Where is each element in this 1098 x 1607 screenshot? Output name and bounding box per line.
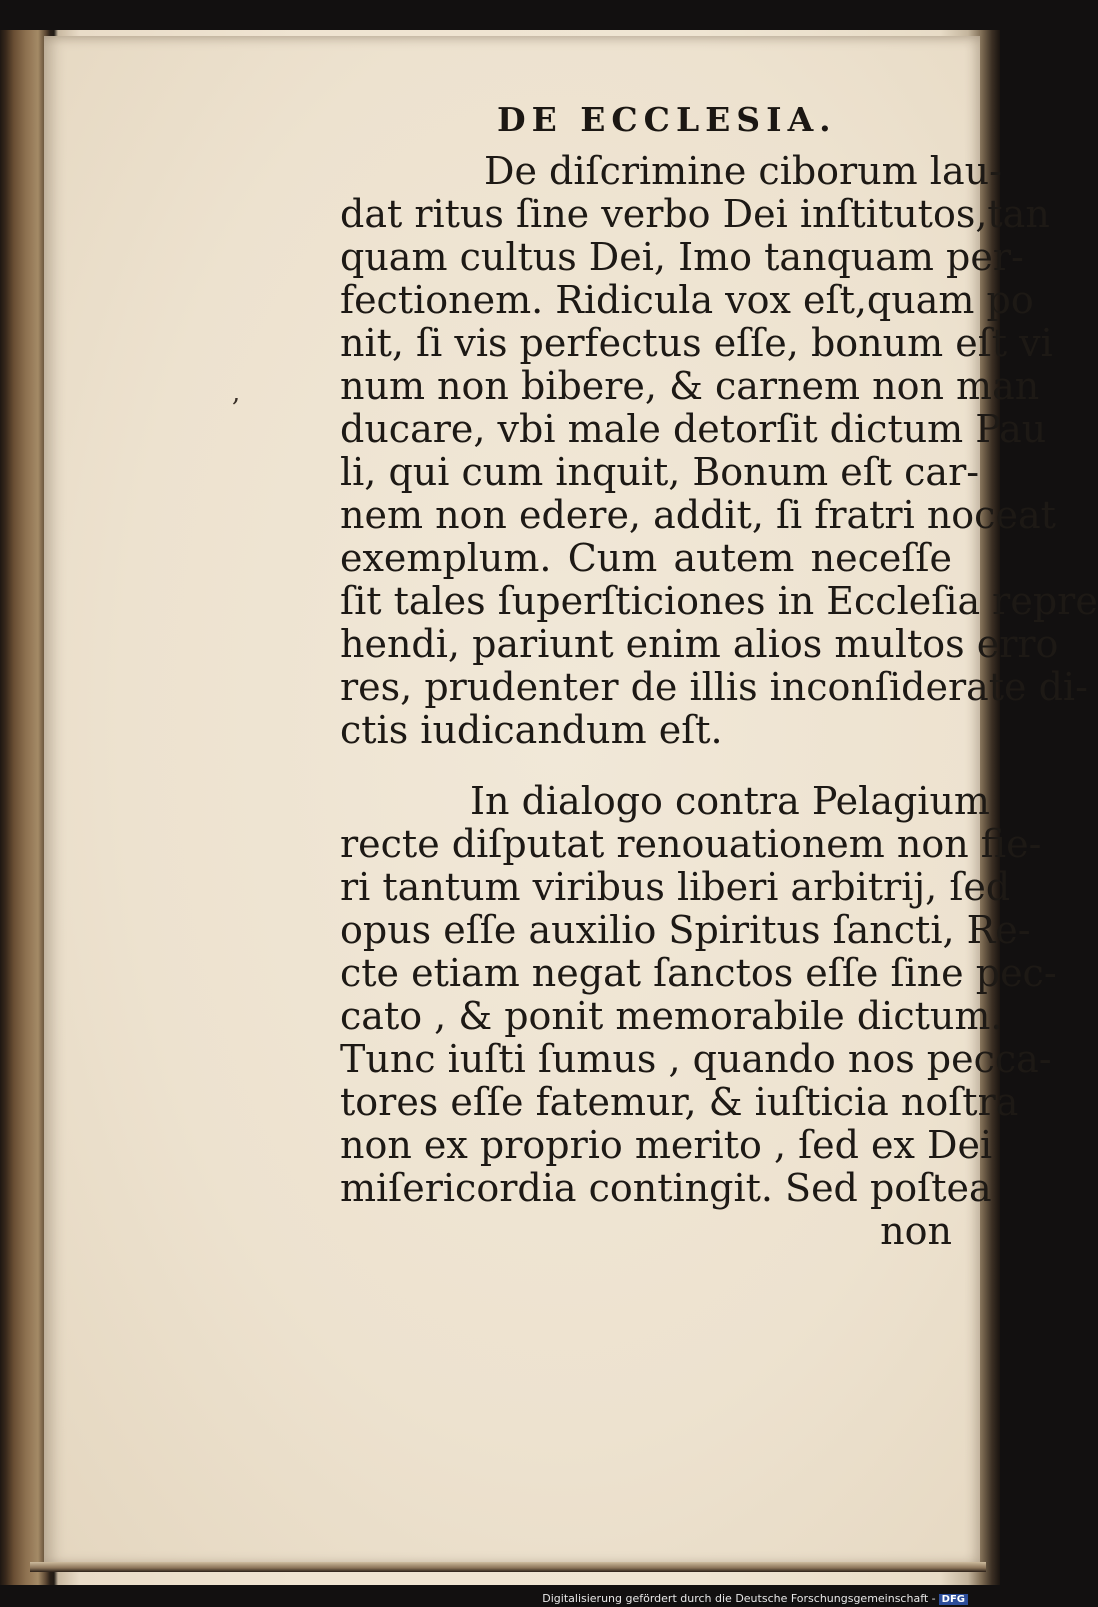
paragraph-1 — [340, 149, 1098, 752]
text-line: nem non edere, addit, ſi fratri noceat — [340, 493, 1056, 537]
text-line: recte diſputat renouationem non fie- — [340, 822, 1042, 866]
dfg-logo: DFG — [939, 1594, 968, 1605]
text-line: exemplum. Cum autem neceſſe — [340, 536, 952, 580]
page-edge — [30, 1562, 986, 1572]
text-line: ctis iudicandum eſt. — [340, 708, 723, 752]
text-line: non ex proprio merito , ſed ex Dei — [340, 1123, 993, 1167]
text-line: De diſcrimine ciborum lau- — [484, 149, 1002, 193]
text-line: nit, ſi vis perfectus eſſe, bonum eſt vi — [340, 321, 1053, 365]
text-line: cte etiam negat ſanctos eſſe ſine pec- — [340, 951, 1057, 995]
running-header: DE ECCLESIA. — [497, 100, 837, 139]
margin-mark: , — [232, 378, 241, 408]
text-line: hendi, pariunt enim alios multos erro — [340, 622, 1059, 666]
text-line: res, prudenter de illis inconſiderate di- — [340, 665, 1088, 709]
text-line: num non bibere, & carnem non man — [340, 364, 1040, 408]
text-line: Tunc iuſti ſumus , quando nos pecca- — [340, 1037, 1052, 1081]
text-line: quam cultus Dei, Imo tanquam per- — [340, 235, 1024, 279]
text-line: cato , & ponit memorabile dictum. — [340, 994, 1003, 1038]
text-line: miſericordia contingit. Sed poſtea — [340, 1166, 992, 1210]
footer-text: Digitalisierung gefördert durch die Deutsche Forschungsgemeinschaft - — [542, 1592, 936, 1605]
text-line: li, qui cum inquit, Bonum eſt car- — [340, 450, 980, 494]
text-line: tores eſſe fatemur, & iuſticia noſtra — [340, 1080, 1019, 1124]
text-line: ri tantum viribus liberi arbitrij, ſed — [340, 865, 1011, 909]
digitization-footer — [542, 1592, 968, 1605]
text-line: dat ritus ſine verbo Dei inſtitutos,tan — [340, 192, 1050, 236]
paragraph-2 — [340, 779, 1057, 1253]
text-line: ſit tales ſuperſticiones in Eccleſia repre — [340, 579, 1098, 623]
text-line: fectionem. Ridicula vox eſt,quam po — [340, 278, 1034, 322]
text-line: opus eſſe auxilio Spiritus ſancti, Re- — [340, 908, 1031, 952]
text-line: ducare, vbi male detorſit dictum Pau — [340, 407, 1047, 451]
text-line: In dialogo contra Pelagium — [470, 779, 990, 823]
catchword: non — [880, 1209, 952, 1253]
